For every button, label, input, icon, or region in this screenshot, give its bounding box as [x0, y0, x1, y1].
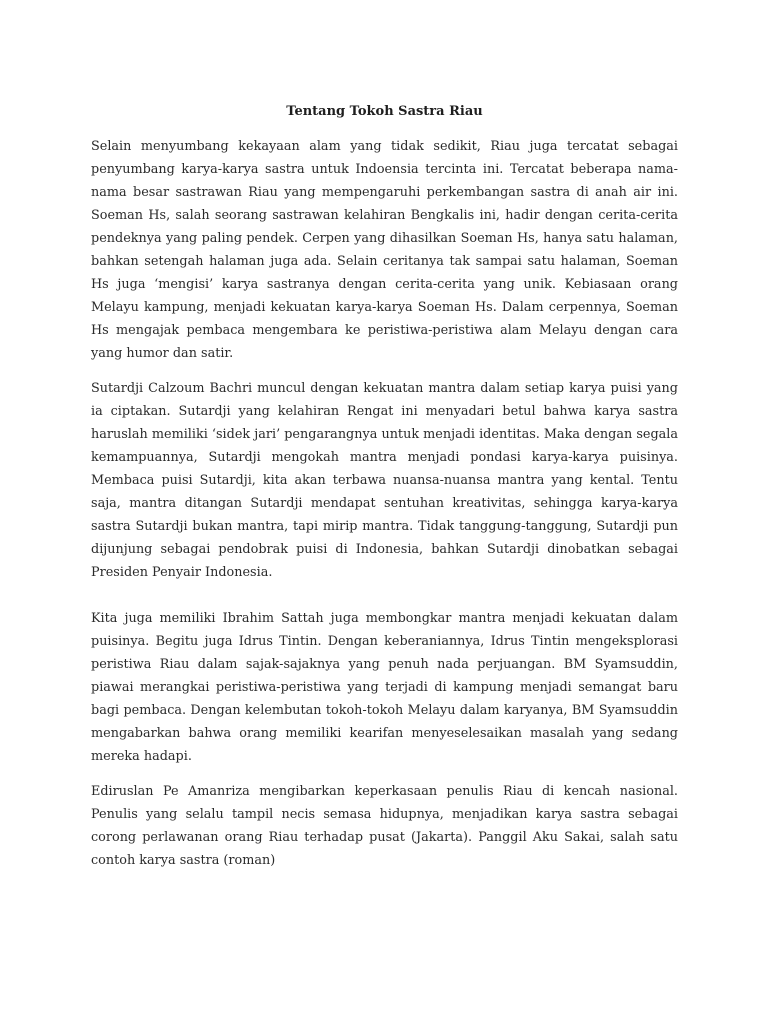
- document-title: Tentang Tokoh Sastra Riau: [286, 104, 483, 119]
- paragraph-sutardji: Sutardji Calzoum Bachri muncul dengan kekuatan mantra dalam setiap karya puisi yang ia ciptakan. Sutardji yang kelahiran Rengat ini menyadari betul bahwa karya sastra haruslah memiliki ‘sidek jari’ pengarangnya untuk menjadi identitas. Maka dengan segala kemampuannya, Sutardji mengokah mantra menjadi pondasi karya-karya puisinya. Membaca puisi Sutardji, kita akan terbawa nuansa-nuansa mantra yang kental. Tentu saja, mantra ditangan Sutardji mendapat sentuhan kreativitas, sehingga karya-karya sastra Sutardji bukan mantra, tapi mirip mantra. Tidak tanggung-tanggung, Sutardji pun dijunjung sebagai pendobrak puisi di Indonesia, bahkan Sutardji dinobatkan sebagai Presiden Penyair Indonesia.: [91, 381, 678, 580]
- paragraph-ibrahim-sattah: Kita juga memiliki Ibrahim Sattah juga membongkar mantra menjadi kekuatan dalam puisinya. Begitu juga Idrus Tintin. Dengan keberaniannya, Idrus Tintin mengeksplorasi peristiwa Riau dalam sajak-sajaknya yang penuh nada perjuangan. BM Syamsuddin, piawai merangkai peristiwa-peristiwa yang terjadi di kampung menjadi semangat baru bagi pembaca. Dengan kelembutan tokoh-tokoh Melayu dalam karyanya, BM Syamsuddin mengabarkan bahwa orang memiliki kearifan menyeselesaikan masalah yang sedang mereka hadapi.: [91, 611, 678, 764]
- document-body: [91, 100, 678, 884]
- paragraph-ediruslan: Ediruslan Pe Amanriza mengibarkan keperkasaan penulis Riau di kencah nasional. Penulis yang selalu tampil necis semasa hidupnya, menjadikan karya sastra sebagai corong perlawanan orang Riau terhadap pusat (Jakarta). Panggil Aku Sakai, salah satu contoh karya sastra (roman): [91, 784, 678, 868]
- paragraph-soeman-hs: Selain menyumbang kekayaan alam yang tidak sedikit, Riau juga tercatat sebagai penyumbang karya-karya sastra untuk Indoensia tercinta ini. Tercatat beberapa nama-nama besar sastrawan Riau yang mempengaruhi perkembangan sastra di anah air ini. Soeman Hs, salah seorang sastrawan kelahiran Bengkalis ini, hadir dengan cerita-cerita pendeknya yang paling pendek. Cerpen yang dihasilkan Soeman Hs, hanya satu halaman, bahkan setengah halaman juga ada. Selain ceritanya tak sampai satu halaman, Soeman Hs juga ‘mengisi’ karya sastranya dengan cerita-cerita yang unik. Kebiasaan orang Melayu kampung, menjadi kekuatan karya-karya Soeman Hs. Dalam cerpennya, Soeman Hs mengajak pembaca mengembara ke peristiwa-peristiwa alam Melayu dengan cara yang humor dan satir.: [91, 139, 678, 361]
